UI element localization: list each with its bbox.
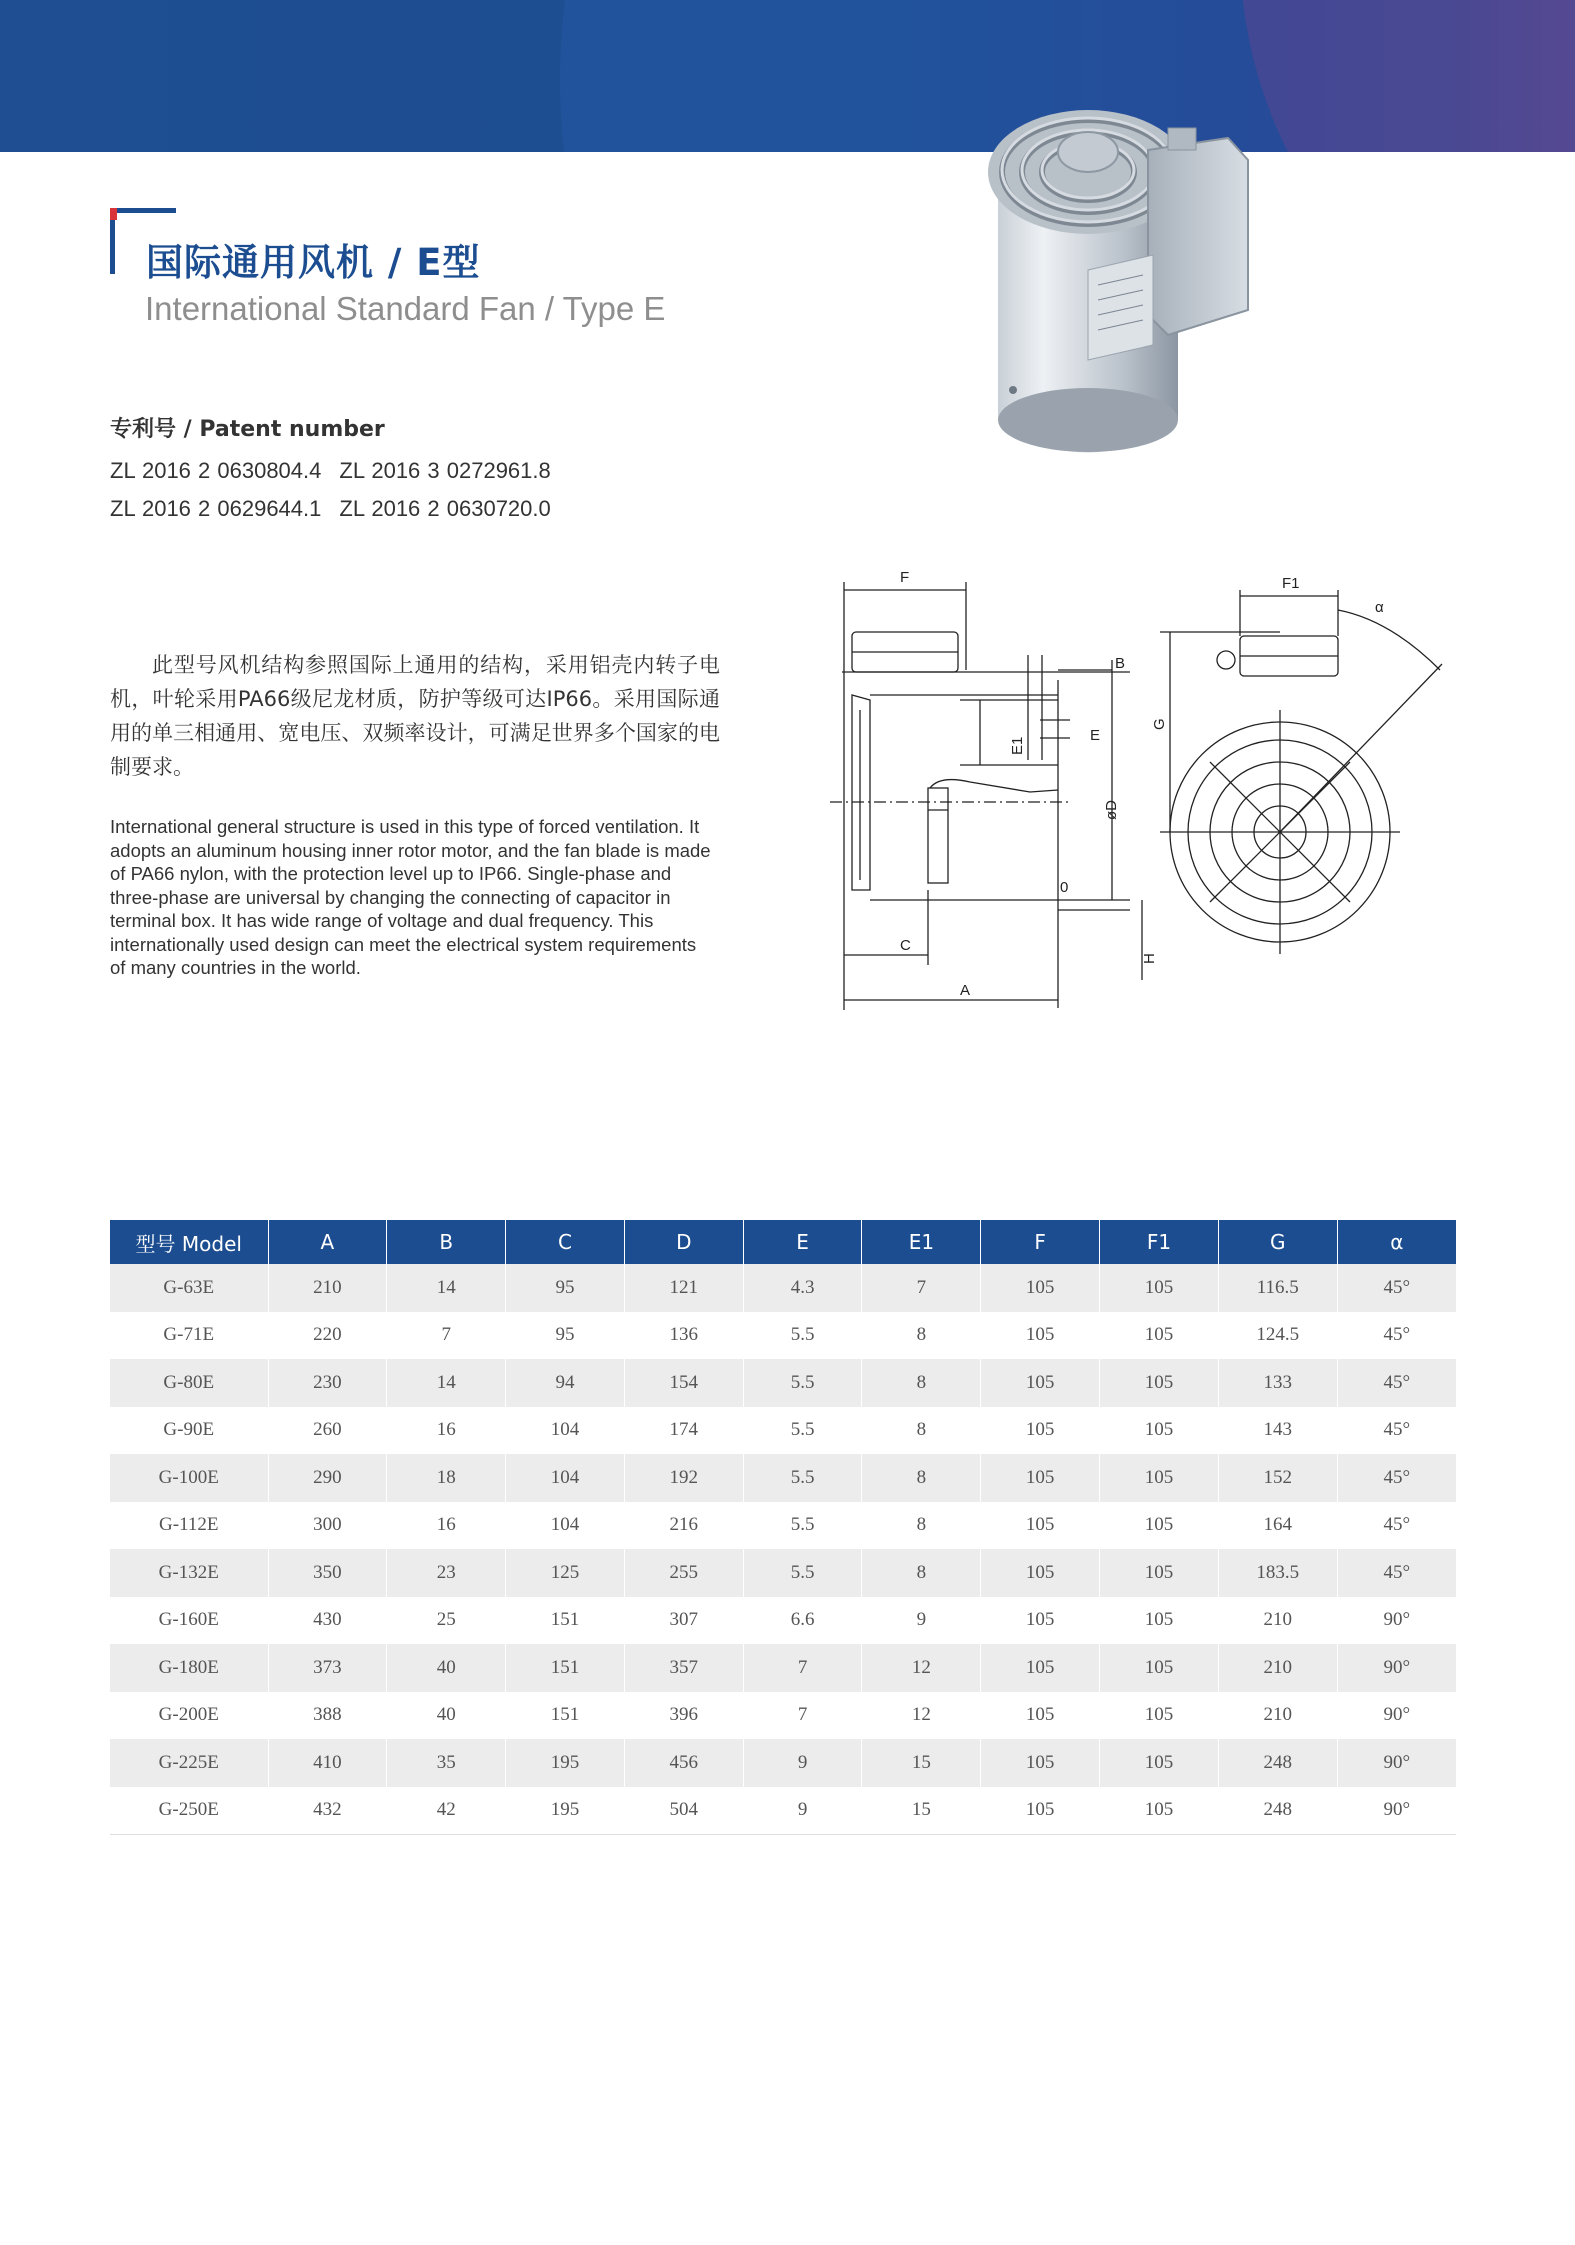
model-cell: G-160E (110, 1597, 268, 1645)
dimension-cell: 105 (981, 1407, 1100, 1455)
dimension-cell: 350 (268, 1549, 387, 1597)
dimension-cell: 42 (387, 1787, 506, 1835)
model-cell: G-180E (110, 1644, 268, 1692)
dimension-cell: 5.5 (743, 1549, 862, 1597)
patent-number: ZL 2016 2 0630720.0 (339, 496, 551, 521)
dimension-cell: 220 (268, 1312, 387, 1360)
dimension-cell: 396 (624, 1692, 743, 1740)
description-en: International general structure is used in this type of forced ventilation. It adopts an aluminum housing inner rotor motor, and the fan blade is made of PA66 nylon, with the protection level up to IP66. Single-phase and three-phase are universal by changing the connecting of capacitor in terminal box. It has wide range of voltage and dual frequency. This internationally used design can meet the electrical system requirements of many countries in the world. (110, 816, 711, 978)
dimension-cell: 9 (743, 1787, 862, 1835)
patent-number: ZL 2016 2 0629644.1 (110, 496, 322, 521)
dimension-cell: 105 (1100, 1312, 1219, 1360)
dimension-cell: 105 (1100, 1502, 1219, 1550)
dimension-cell: 5.5 (743, 1454, 862, 1502)
dim-label-g: G (1151, 718, 1168, 730)
model-cell: G-80E (110, 1359, 268, 1407)
table-row (110, 1739, 1456, 1787)
table-row (110, 1312, 1456, 1360)
dimension-cell: 210 (1218, 1644, 1337, 1692)
dimension-cell: 25 (387, 1597, 506, 1645)
dim-label-a: A (960, 982, 971, 999)
dim-label-h: H (1141, 953, 1158, 964)
dimension-cell: 210 (1218, 1597, 1337, 1645)
dimension-cell: 105 (981, 1312, 1100, 1360)
dimension-cell: 45° (1337, 1312, 1456, 1360)
dimension-cell: 40 (387, 1644, 506, 1692)
dim-label-e: E (1090, 727, 1101, 744)
model-cell: G-200E (110, 1692, 268, 1740)
dimension-cell: 45° (1337, 1549, 1456, 1597)
dimension-cell: 9 (743, 1739, 862, 1787)
dimension-cell: 105 (1100, 1739, 1219, 1787)
dimension-cell: 95 (506, 1264, 625, 1312)
column-header: E (743, 1220, 862, 1264)
header-banner (0, 0, 1575, 152)
table-row (110, 1264, 1456, 1312)
dimension-cell: 8 (862, 1454, 981, 1502)
dimension-cell: 105 (1100, 1359, 1219, 1407)
table-row (110, 1597, 1456, 1645)
dimension-cell: 105 (1100, 1407, 1219, 1455)
fan-motor-photo (978, 90, 1338, 490)
dimension-cell: 105 (981, 1787, 1100, 1835)
model-cell: G-112E (110, 1502, 268, 1550)
column-header: F1 (1100, 1220, 1219, 1264)
dimension-cell: 105 (981, 1692, 1100, 1740)
dimension-cell: 248 (1218, 1739, 1337, 1787)
column-header: A (268, 1220, 387, 1264)
dimension-cell: 94 (506, 1359, 625, 1407)
dimension-cell: 4.3 (743, 1264, 862, 1312)
dimension-cell: 388 (268, 1692, 387, 1740)
dimension-cell: 45° (1337, 1454, 1456, 1502)
column-header: E1 (862, 1220, 981, 1264)
model-cell: G-250E (110, 1787, 268, 1835)
table-row (110, 1787, 1456, 1835)
model-cell: G-132E (110, 1549, 268, 1597)
dimension-cell: 456 (624, 1739, 743, 1787)
dimension-cell: 151 (506, 1692, 625, 1740)
dimension-cell: 300 (268, 1502, 387, 1550)
dimension-cell: 183.5 (1218, 1549, 1337, 1597)
dimension-cell: 40 (387, 1692, 506, 1740)
dimension-cell: 105 (1100, 1787, 1219, 1835)
table-row (110, 1407, 1456, 1455)
dimension-cell: 430 (268, 1597, 387, 1645)
dim-label-f: F (900, 569, 910, 586)
dim-label-e1: E1 (1009, 736, 1026, 755)
dimension-cell: 90° (1337, 1597, 1456, 1645)
dimension-cell: 154 (624, 1359, 743, 1407)
model-cell: G-100E (110, 1454, 268, 1502)
dimension-cell: 210 (1218, 1692, 1337, 1740)
dimension-cell: 15 (862, 1739, 981, 1787)
dimension-cell: 5.5 (743, 1502, 862, 1550)
dimension-cell: 8 (862, 1359, 981, 1407)
dimension-cell: 164 (1218, 1502, 1337, 1550)
description-zh: 此型号风机结构参照国际上通用的结构，采用铝壳内转子电机，叶轮采用PA66级尼龙材质，防护等级可达IP66。采用国际通用的单三相通用、宽电压、双频率设计，可满足世界多个国家的电制要求。 (110, 653, 720, 779)
dimension-cell: 14 (387, 1359, 506, 1407)
dimension-cell: 357 (624, 1644, 743, 1692)
dimension-cell: 45° (1337, 1502, 1456, 1550)
dimension-cell: 7 (387, 1312, 506, 1360)
dimension-cell: 95 (506, 1312, 625, 1360)
patent-number: ZL 2016 2 0630804.4 (110, 458, 322, 483)
dimension-cell: 504 (624, 1787, 743, 1835)
column-header: G (1218, 1220, 1337, 1264)
page-title-en: International Standard Fan / Type E (145, 290, 666, 327)
dimension-cell: 105 (1100, 1549, 1219, 1597)
column-header: B (387, 1220, 506, 1264)
dimension-cell: 230 (268, 1359, 387, 1407)
dimension-cell: 8 (862, 1312, 981, 1360)
dimension-cell: 195 (506, 1787, 625, 1835)
dimension-cell: 45° (1337, 1359, 1456, 1407)
dimension-cell: 432 (268, 1787, 387, 1835)
dimension-cell: 307 (624, 1597, 743, 1645)
dimension-cell: 105 (1100, 1597, 1219, 1645)
table-row (110, 1549, 1456, 1597)
dimension-cell: 5.5 (743, 1407, 862, 1455)
dim-label-o: 0 (1060, 879, 1069, 896)
dimension-cell: 9 (862, 1597, 981, 1645)
dimension-cell: 5.5 (743, 1359, 862, 1407)
dimension-cell: 7 (743, 1692, 862, 1740)
dimension-cell: 8 (862, 1549, 981, 1597)
column-header: C (506, 1220, 625, 1264)
dimension-cell: 151 (506, 1644, 625, 1692)
dimension-cell: 105 (1100, 1644, 1219, 1692)
dimension-cell: 104 (506, 1454, 625, 1502)
dimension-cell: 23 (387, 1549, 506, 1597)
dimension-cell: 14 (387, 1264, 506, 1312)
dimension-cell: 248 (1218, 1787, 1337, 1835)
dimension-cell: 105 (981, 1739, 1100, 1787)
dimension-cell: 105 (981, 1502, 1100, 1550)
model-cell: G-63E (110, 1264, 268, 1312)
dimension-cell: 143 (1218, 1407, 1337, 1455)
column-header: D (624, 1220, 743, 1264)
dimension-cell: 7 (743, 1644, 862, 1692)
dimension-cell: 255 (624, 1549, 743, 1597)
dimension-cell: 6.6 (743, 1597, 862, 1645)
model-cell: G-225E (110, 1739, 268, 1787)
dimension-cell: 90° (1337, 1787, 1456, 1835)
dimension-cell: 15 (862, 1787, 981, 1835)
dimension-cell: 105 (981, 1264, 1100, 1312)
dimension-drawing (830, 560, 1480, 1015)
column-header: F (981, 1220, 1100, 1264)
dimension-cell: 18 (387, 1454, 506, 1502)
dimension-cell: 90° (1337, 1644, 1456, 1692)
dim-label-f1: F1 (1282, 575, 1300, 592)
dimension-cell: 136 (624, 1312, 743, 1360)
table-body (110, 1264, 1456, 1835)
spec-table (110, 1220, 1456, 1835)
dim-label-b: B (1115, 655, 1126, 672)
patent-label: 专利号 / Patent number (110, 417, 385, 442)
table-row (110, 1692, 1456, 1740)
dimension-cell: 105 (981, 1644, 1100, 1692)
dimension-cell: 105 (1100, 1692, 1219, 1740)
dimension-cell: 121 (624, 1264, 743, 1312)
table-row (110, 1644, 1456, 1692)
dimension-cell: 45° (1337, 1407, 1456, 1455)
table-row (110, 1454, 1456, 1502)
dimension-cell: 290 (268, 1454, 387, 1502)
dimension-cell: 210 (268, 1264, 387, 1312)
dimension-cell: 12 (862, 1644, 981, 1692)
dimension-cell: 105 (981, 1549, 1100, 1597)
table-row (110, 1502, 1456, 1550)
table-row (110, 1359, 1456, 1407)
dimension-cell: 7 (862, 1264, 981, 1312)
dimension-cell: 105 (981, 1454, 1100, 1502)
column-header: 型号 Model (110, 1220, 268, 1264)
patent-number: ZL 2016 3 0272961.8 (339, 458, 551, 483)
dimension-cell: 16 (387, 1502, 506, 1550)
dimension-cell: 133 (1218, 1359, 1337, 1407)
dimension-cell: 90° (1337, 1739, 1456, 1787)
dim-label-c: C (900, 937, 911, 954)
column-header: α (1337, 1220, 1456, 1264)
dimension-cell: 105 (981, 1597, 1100, 1645)
dimension-cell: 124.5 (1218, 1312, 1337, 1360)
table-header-row (110, 1220, 1456, 1264)
dimension-cell: 125 (506, 1549, 625, 1597)
dimension-cell: 410 (268, 1739, 387, 1787)
dimension-cell: 260 (268, 1407, 387, 1455)
dimension-cell: 216 (624, 1502, 743, 1550)
model-cell: G-90E (110, 1407, 268, 1455)
dimension-cell: 8 (862, 1407, 981, 1455)
dimension-cell: 192 (624, 1454, 743, 1502)
dimension-cell: 35 (387, 1739, 506, 1787)
dimension-cell: 16 (387, 1407, 506, 1455)
dimension-cell: 12 (862, 1692, 981, 1740)
patent-row (110, 458, 569, 484)
dimension-cell: 373 (268, 1644, 387, 1692)
dimension-cell: 45° (1337, 1264, 1456, 1312)
dimension-cell: 105 (1100, 1264, 1219, 1312)
dimension-cell: 105 (1100, 1454, 1219, 1502)
dimension-cell: 104 (506, 1502, 625, 1550)
dimension-cell: 174 (624, 1407, 743, 1455)
dimension-cell: 195 (506, 1739, 625, 1787)
dim-label-d: øD (1103, 800, 1120, 820)
dimension-cell: 90° (1337, 1692, 1456, 1740)
patent-row (110, 496, 569, 522)
dimension-cell: 105 (981, 1359, 1100, 1407)
dimension-cell: 8 (862, 1502, 981, 1550)
dimension-cell: 116.5 (1218, 1264, 1337, 1312)
dimension-cell: 5.5 (743, 1312, 862, 1360)
dimension-cell: 104 (506, 1407, 625, 1455)
dimension-cell: 151 (506, 1597, 625, 1645)
page-title-zh: 国际通用风机 / E型 (146, 241, 481, 284)
dimension-cell: 152 (1218, 1454, 1337, 1502)
model-cell: G-71E (110, 1312, 268, 1360)
dim-label-alpha: α (1375, 599, 1384, 616)
